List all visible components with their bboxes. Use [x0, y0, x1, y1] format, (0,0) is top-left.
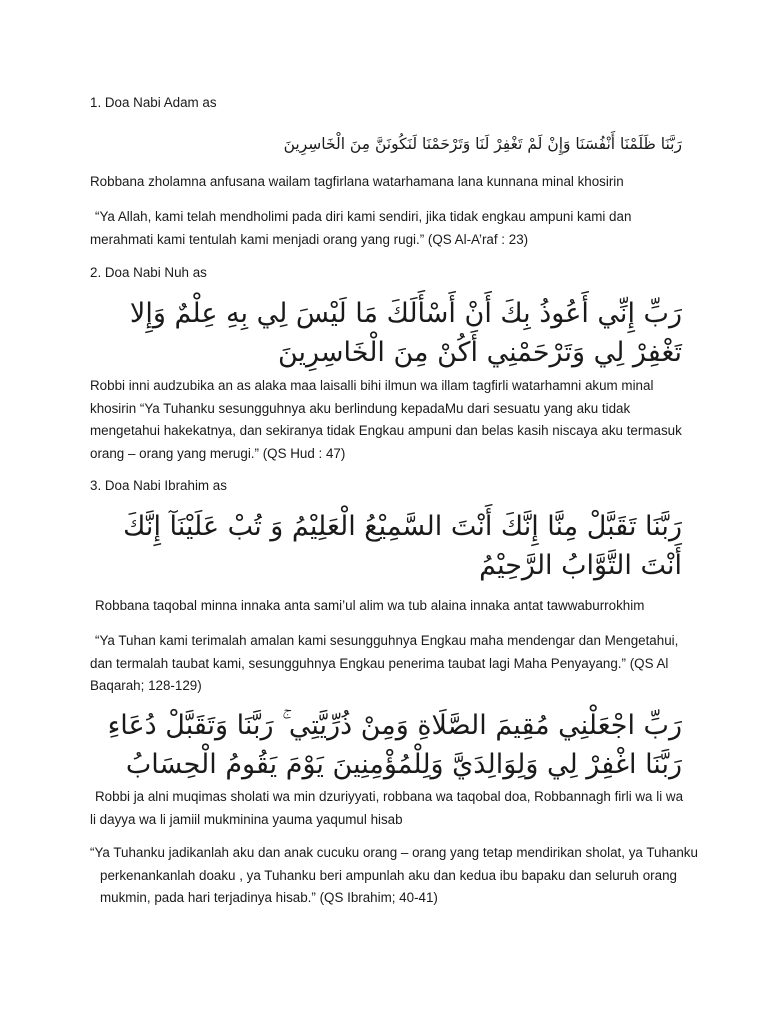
heading-doa-nabi-nuh: 2. Doa Nabi Nuh as — [90, 265, 207, 280]
latin-doa-ibrahim-2: Robbi ja alni muqimas sholati wa min dzuriyyati, robbana wa taqobal doa, Robbannagh firli wa li wa li dayya wa li jamiil mukminina yauma yaqumul hisab — [90, 789, 684, 827]
heading-doa-nabi-ibrahim: 3. Doa Nabi Ibrahim as — [90, 478, 227, 493]
arabic-doa-nabi-adam: رَبَّنَا ظَلَمْنَا أَنْفُسَنَا وَإِنْ لَمْ تَغْفِرْ لَنَا وَتَرْحَمْنَا لَنَكُونَنَّ مِنَ الْخَاسِرِينَ — [283, 135, 682, 153]
meaning-doa-nabi-adam: “Ya Allah, kami telah mendholimi pada diri kami sendiri, jika tidak engkau ampuni kami dan merahmati kami tentulah kami menjadi orang yang rugi.” (QS Al-A’raf : 23) — [90, 209, 632, 247]
heading-doa-nabi-adam: 1. Doa Nabi Adam as — [90, 95, 217, 110]
meaning-doa-nabi-ibrahim: “Ya Tuhan kami terimalah amalan kami sesungguhnya Engkau maha mendengar dan Mengetahui, dan termalah taubat kami, sesungguhnya Engkau penerima taubat lagi Maha Penyayang.” (QS Al Baqarah; 128-129) — [90, 633, 679, 693]
latin-doa-nabi-adam: Robbana zholamna anfusana wailam tagfirlana watarhamana lana kunnana minal khosirin — [90, 174, 624, 189]
latin-meaning-doa-nabi-nuh: Robbi inni audzubika an as alaka maa laisalli bihi ilmun wa illam tagfirli watarhamni akum minal khosirin “Ya Tuhanku sesungguhnya aku berlindung kepadaMu dari sesuatu yang aku tidak mengetahui hakekatnya, dan sekiranya tidak Engkau ampuni dan belas kasih niscaya aku termasuk orang – orang yang merugi.” (QS Hud : 47) — [90, 378, 682, 461]
arabic-doa-nabi-nuh: رَبِّ إِنِّي أَعُوذُ بِكَ أَنْ أَسْأَلَكَ مَا لَيْسَ لِي بِهِ عِلْمٌ وَإِلا تَغْفِرْ لِي وَتَرْحَمْنِي أَكُنْ مِنَ الْخَاسِرِينَ — [129, 298, 682, 368]
meaning-doa-ibrahim-2: “Ya Tuhanku jadikanlah aku dan anak cucuku orang – orang yang tetap mendirikan sholat, ya Tuhanku perkenankanlah doaku , ya Tuhanku beri ampunlah aku dan kedua ibu bapaku dan seluruh orang mukmin, pada hari terjadinya hisab.” (QS Ibrahim; 40-41) — [90, 845, 698, 905]
arabic-doa-ibrahim-2: رَبِّ اجْعَلْنِي مُقِيمَ الصَّلَاةِ وَمِنْ ذُرِّيَّتِي ۚ رَبَّنَا وَتَقَبَّلْ دُعَاءِ رَبَّنَا اغْفِرْ لِي وَلِوَالِدَيَّ وَلِلْمُؤْمِنِينَ يَوْمَ يَقُومُ الْحِسَابُ — [107, 710, 682, 780]
latin-doa-nabi-ibrahim: Robbana taqobal minna innaka anta sami’ul alim wa tub alaina innaka antat tawwaburrokhim — [95, 598, 645, 613]
arabic-doa-nabi-ibrahim: رَبَّنَا تَقَبَّلْ مِنَّا إِنَّكَ أَنْتَ السَّمِيْعُ الْعَلِيْمُ وَ تُبْ عَلَيْنَآ إِنَّكَ أَنْتَ التَّوَّابُ الرَّحِيْمُ — [123, 511, 682, 581]
